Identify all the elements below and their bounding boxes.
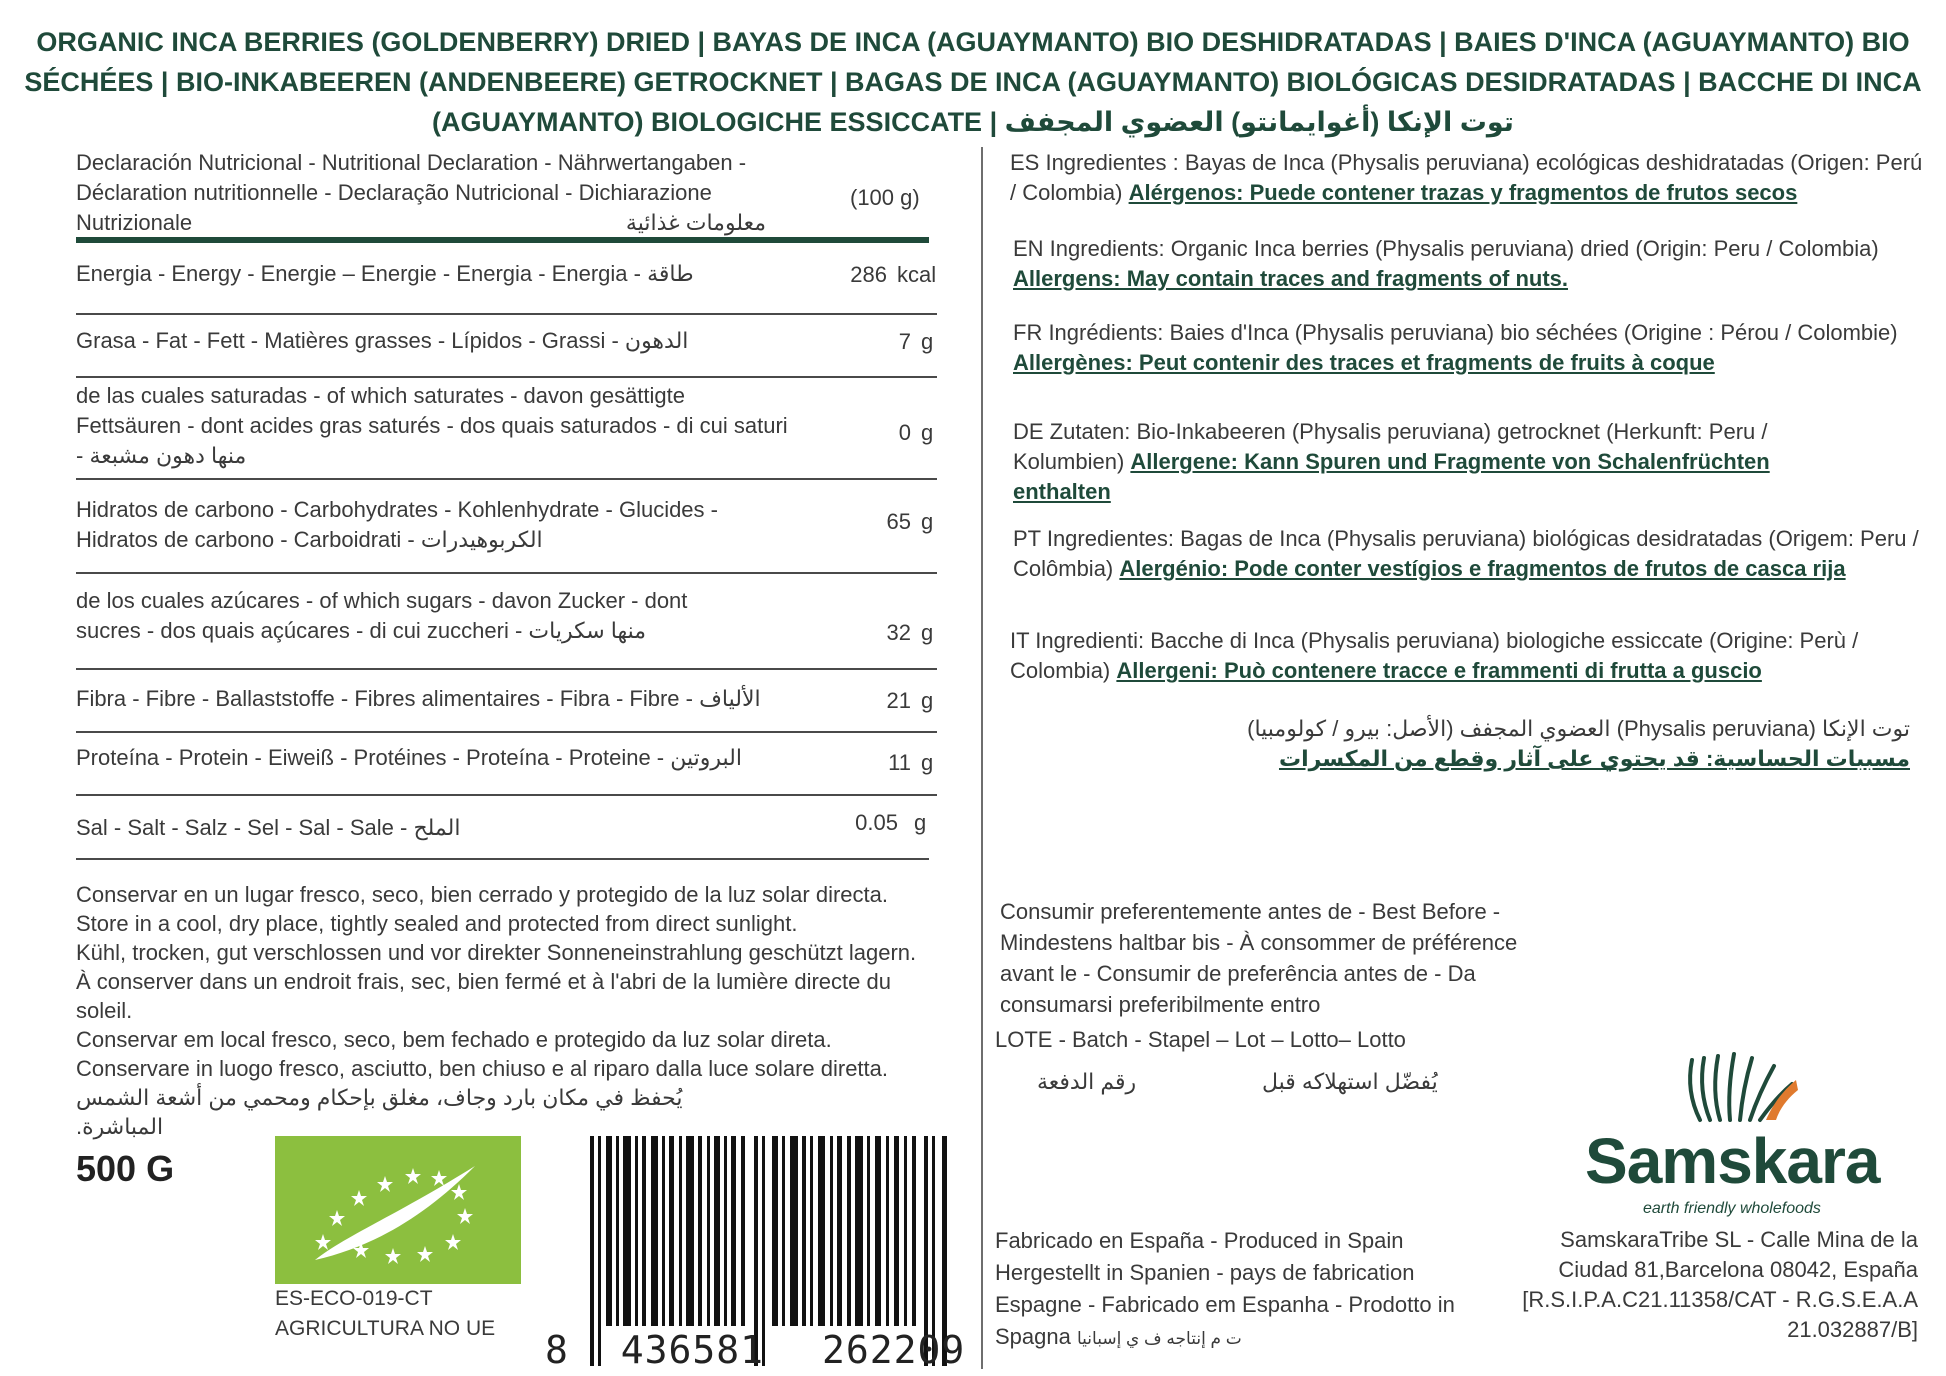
- ingredients-text: IT Ingredienti: Bacche di Inca (Physalis peruviana) biologiche essiccate (Origine: Perù / Colombia): [1010, 628, 1859, 683]
- barcode-number: [545, 1328, 965, 1372]
- storage-line: Store in a cool, dry place, tightly sealed and protected from direct sunlight.: [76, 911, 798, 936]
- ingredients-text: PT Ingredientes: Bagas de Inca (Physalis peruviana) biológicas desidratadas (Origem: Peru / Colômbia): [1013, 526, 1919, 581]
- nutrition-value-energy: 286: [850, 262, 887, 287]
- storage-line: À conserver dans un endroit frais, sec, bien fermé et à l'abri de la lumière directe du soleil.: [76, 969, 891, 1023]
- nutrition-unit-energy: kcal: [897, 262, 937, 287]
- lot-label: LOTE - Batch - Stapel – Lot – Lotto– Lotto: [995, 1027, 1406, 1052]
- allergen-text: Allergene: Kann Spuren und Fragmente von Schalenfrüchten enthalten: [1013, 449, 1770, 504]
- nutrition-value-fat: 7: [898, 329, 911, 354]
- nutrition-label-saturates: de las cuales saturadas - of which saturates - davon gesättigte Fettsäuren - dont acides gras saturés - dos quais saturados - di cui saturi - منها دهون مشبعة: [76, 383, 788, 468]
- allergen-text: Alergénio: Pode conter vestígios e fragmentos de frutos de casca rija: [1119, 556, 1846, 581]
- nutrition-row-divider: [76, 478, 937, 480]
- ingredients-it: [1010, 626, 1930, 686]
- address-line: Ciudad 81,Barcelona 08042, España: [1558, 1257, 1918, 1282]
- ingredients-es: [1010, 148, 1930, 208]
- barcode-digit-first: 8: [545, 1328, 569, 1372]
- nutrition-label-salt: Sal - Salt - Salz - Sel - Sal - Sale - الملح: [76, 815, 461, 840]
- ingredients-en: [1013, 234, 1883, 294]
- nutrition-label-protein: Proteína - Protein - Eiweiß - Protéines - Proteína - Proteine - البروتين: [76, 745, 742, 770]
- manufacturer-address: [1500, 1225, 1918, 1345]
- best-before-label-ar: يُفضّل استهلاكه قبل: [1262, 1069, 1438, 1094]
- nutrition-value-saturates: 0: [898, 420, 911, 445]
- nutrition-header: [76, 148, 766, 238]
- nutrition-per-100g: (100 g): [850, 185, 920, 210]
- allergen-text: Alérgenos: Puede contener trazas y fragmentos de frutos secos: [1128, 180, 1798, 205]
- allergen-text: مسببات الحساسية: قد يحتوي على آثار وقطع من المكسرات: [1278, 746, 1910, 771]
- ingredients-text: توت الإنكا (Physalis peruviana) العضوي المجفف (الأصل: بيرو / كولومبيا): [1247, 716, 1910, 741]
- eu-organic-code: [275, 1284, 495, 1344]
- address-line: [R.S.I.P.A.C21.11358/CAT - R.G.S.E.A.A: [1522, 1287, 1918, 1312]
- eu-control-code: ES-ECO-019-CT: [275, 1287, 433, 1310]
- allergen-text: Allergènes: Peut contenir des traces et fragments de fruits à coque: [1013, 350, 1715, 375]
- title-line: ORGANIC INCA BERRIES (GOLDENBERRY) DRIED | BAYAS DE INCA (AGUAYMANTO) BIO DESHIDRATADAS | BAIES D'INCA (AGUAYMANTO) BIO: [36, 27, 1910, 57]
- nutrition-value-protein: 11: [888, 750, 911, 775]
- nutrition-label-carbohydrates: Hidratos de carbono - Carbohydrates - Kohlenhydrate - Glucides - Hidratos de carbono - Carboidrati - الكربوهيدرات: [76, 497, 718, 552]
- nutrition-value-carbohydrates: 65: [886, 509, 911, 534]
- country-of-manufacture: [995, 1225, 1465, 1355]
- lot-label-ar: رقم الدفعة: [1037, 1069, 1137, 1094]
- samskara-logo-icon: [1680, 1050, 1800, 1128]
- storage-line: Conservare in luogo fresco, asciutto, ben chiuso e al riparo dalla luce solare diretta.: [76, 1056, 889, 1081]
- storage-line: يُحفظ في مكان بارد وجاف، مغلق بإحكام ومحمي من أشعة الشمس المباشرة.: [76, 1085, 683, 1139]
- best-before-label: Consumir preferentemente antes de - Best Before - Mindestens haltbar bis - À consommer de préférence avant le - Consumir de preferência antes de - Da consumarsi preferibilmente entro: [1000, 899, 1518, 1017]
- nutrition-row-divider: [76, 731, 937, 733]
- storage-line: Conservar em local fresco, seco, bem fechado e protegido da luz solar direta.: [76, 1027, 832, 1052]
- storage-line: Kühl, trocken, gut verschlossen und vor direkter Sonneneinstrahlung geschützt lagern.: [76, 940, 917, 965]
- nutrition-unit-fat: g: [921, 329, 934, 354]
- address-line: SamskaraTribe SL - Calle Mina de la: [1560, 1227, 1918, 1252]
- made-in-text-ar: ت م إنتاجه ف ي إسبانيا: [1076, 1329, 1242, 1348]
- nutrition-unit-salt: g: [914, 810, 927, 835]
- product-title: [20, 22, 1926, 142]
- nutrition-value-fibre: 21: [886, 688, 911, 713]
- ingredients-pt: [1013, 524, 1933, 584]
- address-line: 21.032887/B]: [1787, 1317, 1918, 1342]
- allergen-text: Allergeni: [1116, 658, 1211, 683]
- barcode-digits-left: 436581: [620, 1328, 765, 1372]
- nutrition-header-ar: معلومات غذائية: [625, 210, 766, 235]
- nutrition-row-divider: [76, 376, 937, 378]
- nutrition-unit-saturates: g: [921, 420, 934, 445]
- nutrition-row-divider: [76, 572, 937, 574]
- storage-instructions: [76, 880, 976, 1141]
- ingredients-text: ES Ingredientes : Bayas de Inca (Physalis peruviana) ecológicas deshidratadas (Origen: Perú / Colombia): [1010, 150, 1923, 205]
- ingredients-text: FR Ingrédients: Baies d'Inca (Physalis peruviana) bio séchées (Origine : Pérou / Colombie): [1013, 320, 1898, 345]
- allergen-text: Allergens: May contain traces and fragments of nuts.: [1013, 266, 1569, 291]
- net-weight: 500 G: [76, 1148, 175, 1189]
- ingredients-text: DE Zutaten: Bio-Inkabeeren (Physalis peruviana) getrocknet (Herkunft: Peru / Kolumbien): [1013, 419, 1768, 474]
- ingredients-de: [1013, 417, 1873, 507]
- eu-leaf-stars-icon: [315, 1166, 475, 1264]
- eu-organic-logo: [275, 1136, 521, 1284]
- nutrition-row-divider: [76, 858, 929, 860]
- brand-tagline: earth friendly wholefoods: [1643, 1200, 1821, 1217]
- allergen-text: : Può contenere tracce e frammenti di frutta a guscio: [1210, 658, 1762, 683]
- nutrition-value-sugars: 32: [886, 620, 911, 645]
- nutrition-label-sugars: de los cuales azúcares - of which sugars - davon Zucker - dont sucres - dos quais açúcares - di cui zuccheri - منها سكريات: [76, 588, 688, 643]
- nutrition-unit-fibre: g: [921, 688, 934, 713]
- nutrition-label-energy: Energia - Energy - Energie – Energie - Energia - Energia - طاقة: [76, 261, 694, 286]
- nutrition-value-salt: 0.05: [855, 810, 898, 835]
- nutrition-row-divider: [76, 668, 937, 670]
- column-divider: [981, 147, 983, 1369]
- ingredients-ar: [1220, 714, 1910, 774]
- barcode-digits-right: 262209: [821, 1328, 966, 1372]
- nutrition-unit-sugars: g: [921, 620, 934, 645]
- title-line: (AGUAYMANTO) BIOLOGICHE ESSICCATE | توت الإنكا (أغوايمانتو) العضوي المجفف: [432, 107, 1514, 137]
- made-in-text: Fabricado en España - Produced in Spain Hergestellt in Spanien - pays de fabrication Espagne - Fabricado em Espanha - Prodotto in Spagna: [995, 1228, 1455, 1349]
- nutrition-label-fibre: Fibra - Fibre - Ballaststoffe - Fibres alimentaires - Fibra - Fibre - الألياف: [76, 686, 761, 711]
- brand-name: Samskara: [1585, 1125, 1880, 1197]
- nutrition-row-divider: [76, 313, 937, 315]
- nutrition-label-fat: Grasa - Fat - Fett - Matières grasses - Lípidos - Grassi - الدهون: [76, 328, 689, 353]
- ingredients-fr: [1013, 318, 1913, 378]
- nutrition-row-divider: [76, 794, 937, 796]
- storage-line: Conservar en un lugar fresco, seco, bien cerrado y protegido de la luz solar directa.: [76, 882, 888, 907]
- eu-origin: AGRICULTURA NO UE: [275, 1317, 496, 1340]
- ingredients-text: EN Ingredients: Organic Inca berries (Physalis peruviana) dried (Origin: Peru / Colombia): [1013, 236, 1879, 261]
- nutrition-unit-carbohydrates: g: [921, 509, 934, 534]
- nutrition-unit-protein: g: [921, 750, 934, 775]
- title-line: SÉCHÉES | BIO-INKABEEREN (ANDENBEERE) GETROCKNET | BAGAS DE INCA (AGUAYMANTO) BIOLÓGICAS DESIDRATADAS | BACCHE DI INCA: [24, 67, 1922, 97]
- nutrition-header-rule: [76, 237, 929, 243]
- nutrition-header-text: Declaración Nutricional - Nutritional Declaration - Nährwertangaben - Déclaration nutritionnelle - Declaração Nutricional - Dichiarazione Nutrizionale: [76, 150, 747, 235]
